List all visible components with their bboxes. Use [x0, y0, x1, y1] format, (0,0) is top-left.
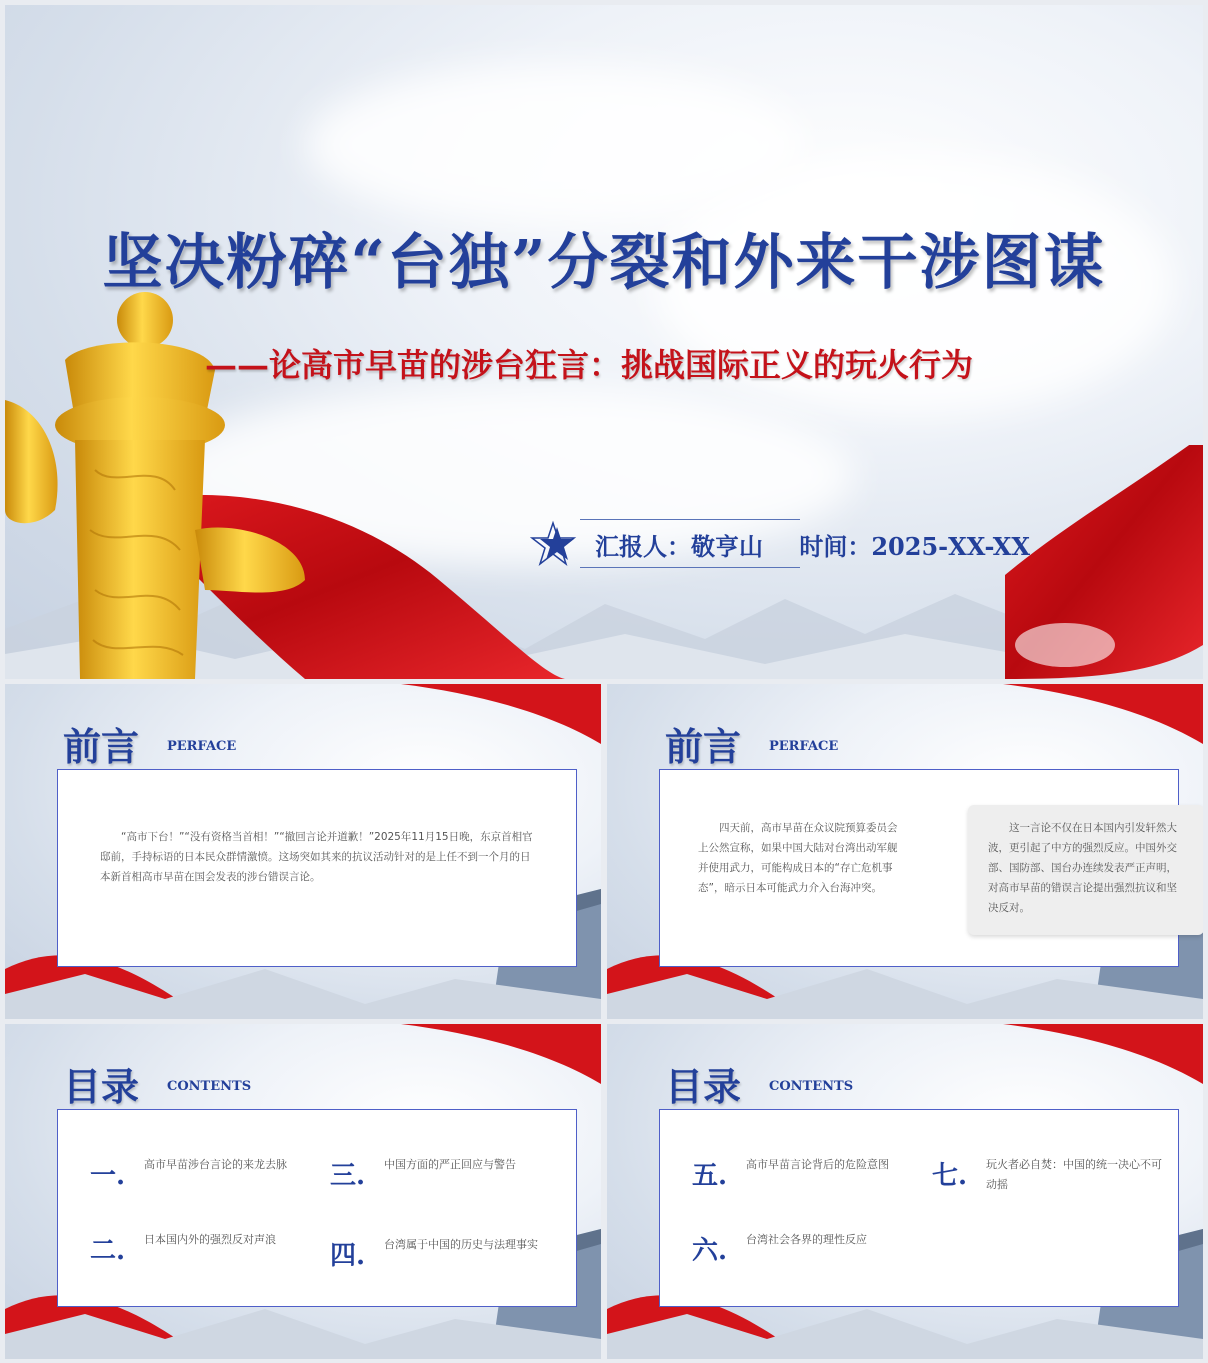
- reporter-top-rule: [580, 519, 800, 520]
- toc-number: 五.: [692, 1161, 728, 1191]
- toc-item-6[interactable]: 台湾社会各界的理性反应: [746, 1233, 867, 1246]
- toc-item-1[interactable]: 高市早苗涉台言论的来龙去脉: [144, 1158, 287, 1171]
- preface-slide-1[interactable]: [5, 684, 601, 1019]
- report-time: 时间：2025-XX-XX: [799, 532, 1030, 561]
- toc-number: 六.: [692, 1236, 728, 1266]
- preface-slide-2[interactable]: [607, 684, 1203, 1019]
- toc-number: 二.: [90, 1236, 126, 1266]
- reporter-bottom-rule: [580, 567, 800, 568]
- reporter-name: 汇报人：敬亨山: [595, 532, 763, 561]
- red-ribbon-graphic: [1003, 1024, 1203, 1094]
- cover-subtitle: ——论高市早苗的涉台狂言：挑战国际正义的玩火行为: [205, 346, 974, 384]
- contents-heading: 目录: [665, 1064, 742, 1109]
- preface-heading: 前言: [665, 724, 742, 769]
- contents-heading-en: CONTENTS: [167, 1079, 252, 1094]
- preface-paragraph: “高市下台！”“没有资格当首相！”“撤回言论并道歉！”2025年11月15日晚，东京首相官邸前，手持标语的日本民众群情激愤。这场突如其来的抗议活动针对的是上任不到一个月的日本新首相高市早苗在国会发表的涉台错误言论。: [100, 831, 533, 883]
- reporter-line: [595, 527, 1058, 562]
- mountains-graphic: [607, 959, 1203, 1019]
- quote-box: [968, 805, 1203, 935]
- preface-heading: 前言: [63, 724, 140, 769]
- content-card: [57, 769, 577, 967]
- contents-slide-1[interactable]: [5, 1024, 601, 1359]
- contents-slide-2[interactable]: [607, 1024, 1203, 1359]
- contents-card: [659, 1109, 1179, 1307]
- contents-heading-en: CONTENTS: [769, 1079, 854, 1094]
- preface-left-paragraph: 四天前，高市早苗在众议院预算委员会上公然宣称，如果中国大陆对台湾出动军舰并使用武力，可能构成日本的“存亡危机事态”，暗示日本可能武力介入台海冲突。: [698, 822, 898, 894]
- contents-heading: 目录: [63, 1064, 140, 1109]
- toc-number: 四.: [330, 1241, 366, 1271]
- mountains-graphic: [5, 959, 601, 1019]
- red-ribbon-graphic: [401, 1024, 601, 1094]
- toc-item-5[interactable]: 高市早苗言论背后的危险意图: [746, 1158, 889, 1171]
- red-ribbon-graphic: [401, 684, 601, 754]
- toc-item-2[interactable]: 日本国内外的强烈反对声浪: [144, 1233, 276, 1246]
- toc-number: 七.: [932, 1161, 968, 1191]
- toc-item-7[interactable]: 玩火者必自焚：中国的统一决心不可动摇: [986, 1158, 1162, 1191]
- preface-heading-en: PERFACE: [769, 739, 839, 754]
- toc-number: 三.: [330, 1161, 366, 1191]
- preface-right-paragraph: 这一言论不仅在日本国内引发轩然大波，更引起了中方的强烈反应。中国外交部、国防部、国台办连续发表严正声明，对高市早苗的错误言论提出强烈抗议和坚决反对。: [988, 822, 1177, 914]
- toc-item-3[interactable]: 中国方面的严正回应与警告: [384, 1158, 516, 1171]
- toc-number: 一.: [90, 1161, 126, 1191]
- toc-item-4[interactable]: 台湾属于中国的历史与法理事实: [384, 1238, 538, 1251]
- cover-slide[interactable]: [5, 5, 1203, 679]
- cover-title: 坚决粉碎“台独”分裂和外来干涉图谋: [102, 228, 1106, 298]
- red-ribbon-graphic: [1003, 684, 1203, 754]
- content-card: [659, 769, 1179, 967]
- mountains-graphic: [5, 1299, 601, 1359]
- contents-card: [57, 1109, 577, 1307]
- preface-heading-en: PERFACE: [167, 739, 237, 754]
- star-icon: [530, 517, 580, 571]
- mountains-graphic: [607, 1299, 1203, 1359]
